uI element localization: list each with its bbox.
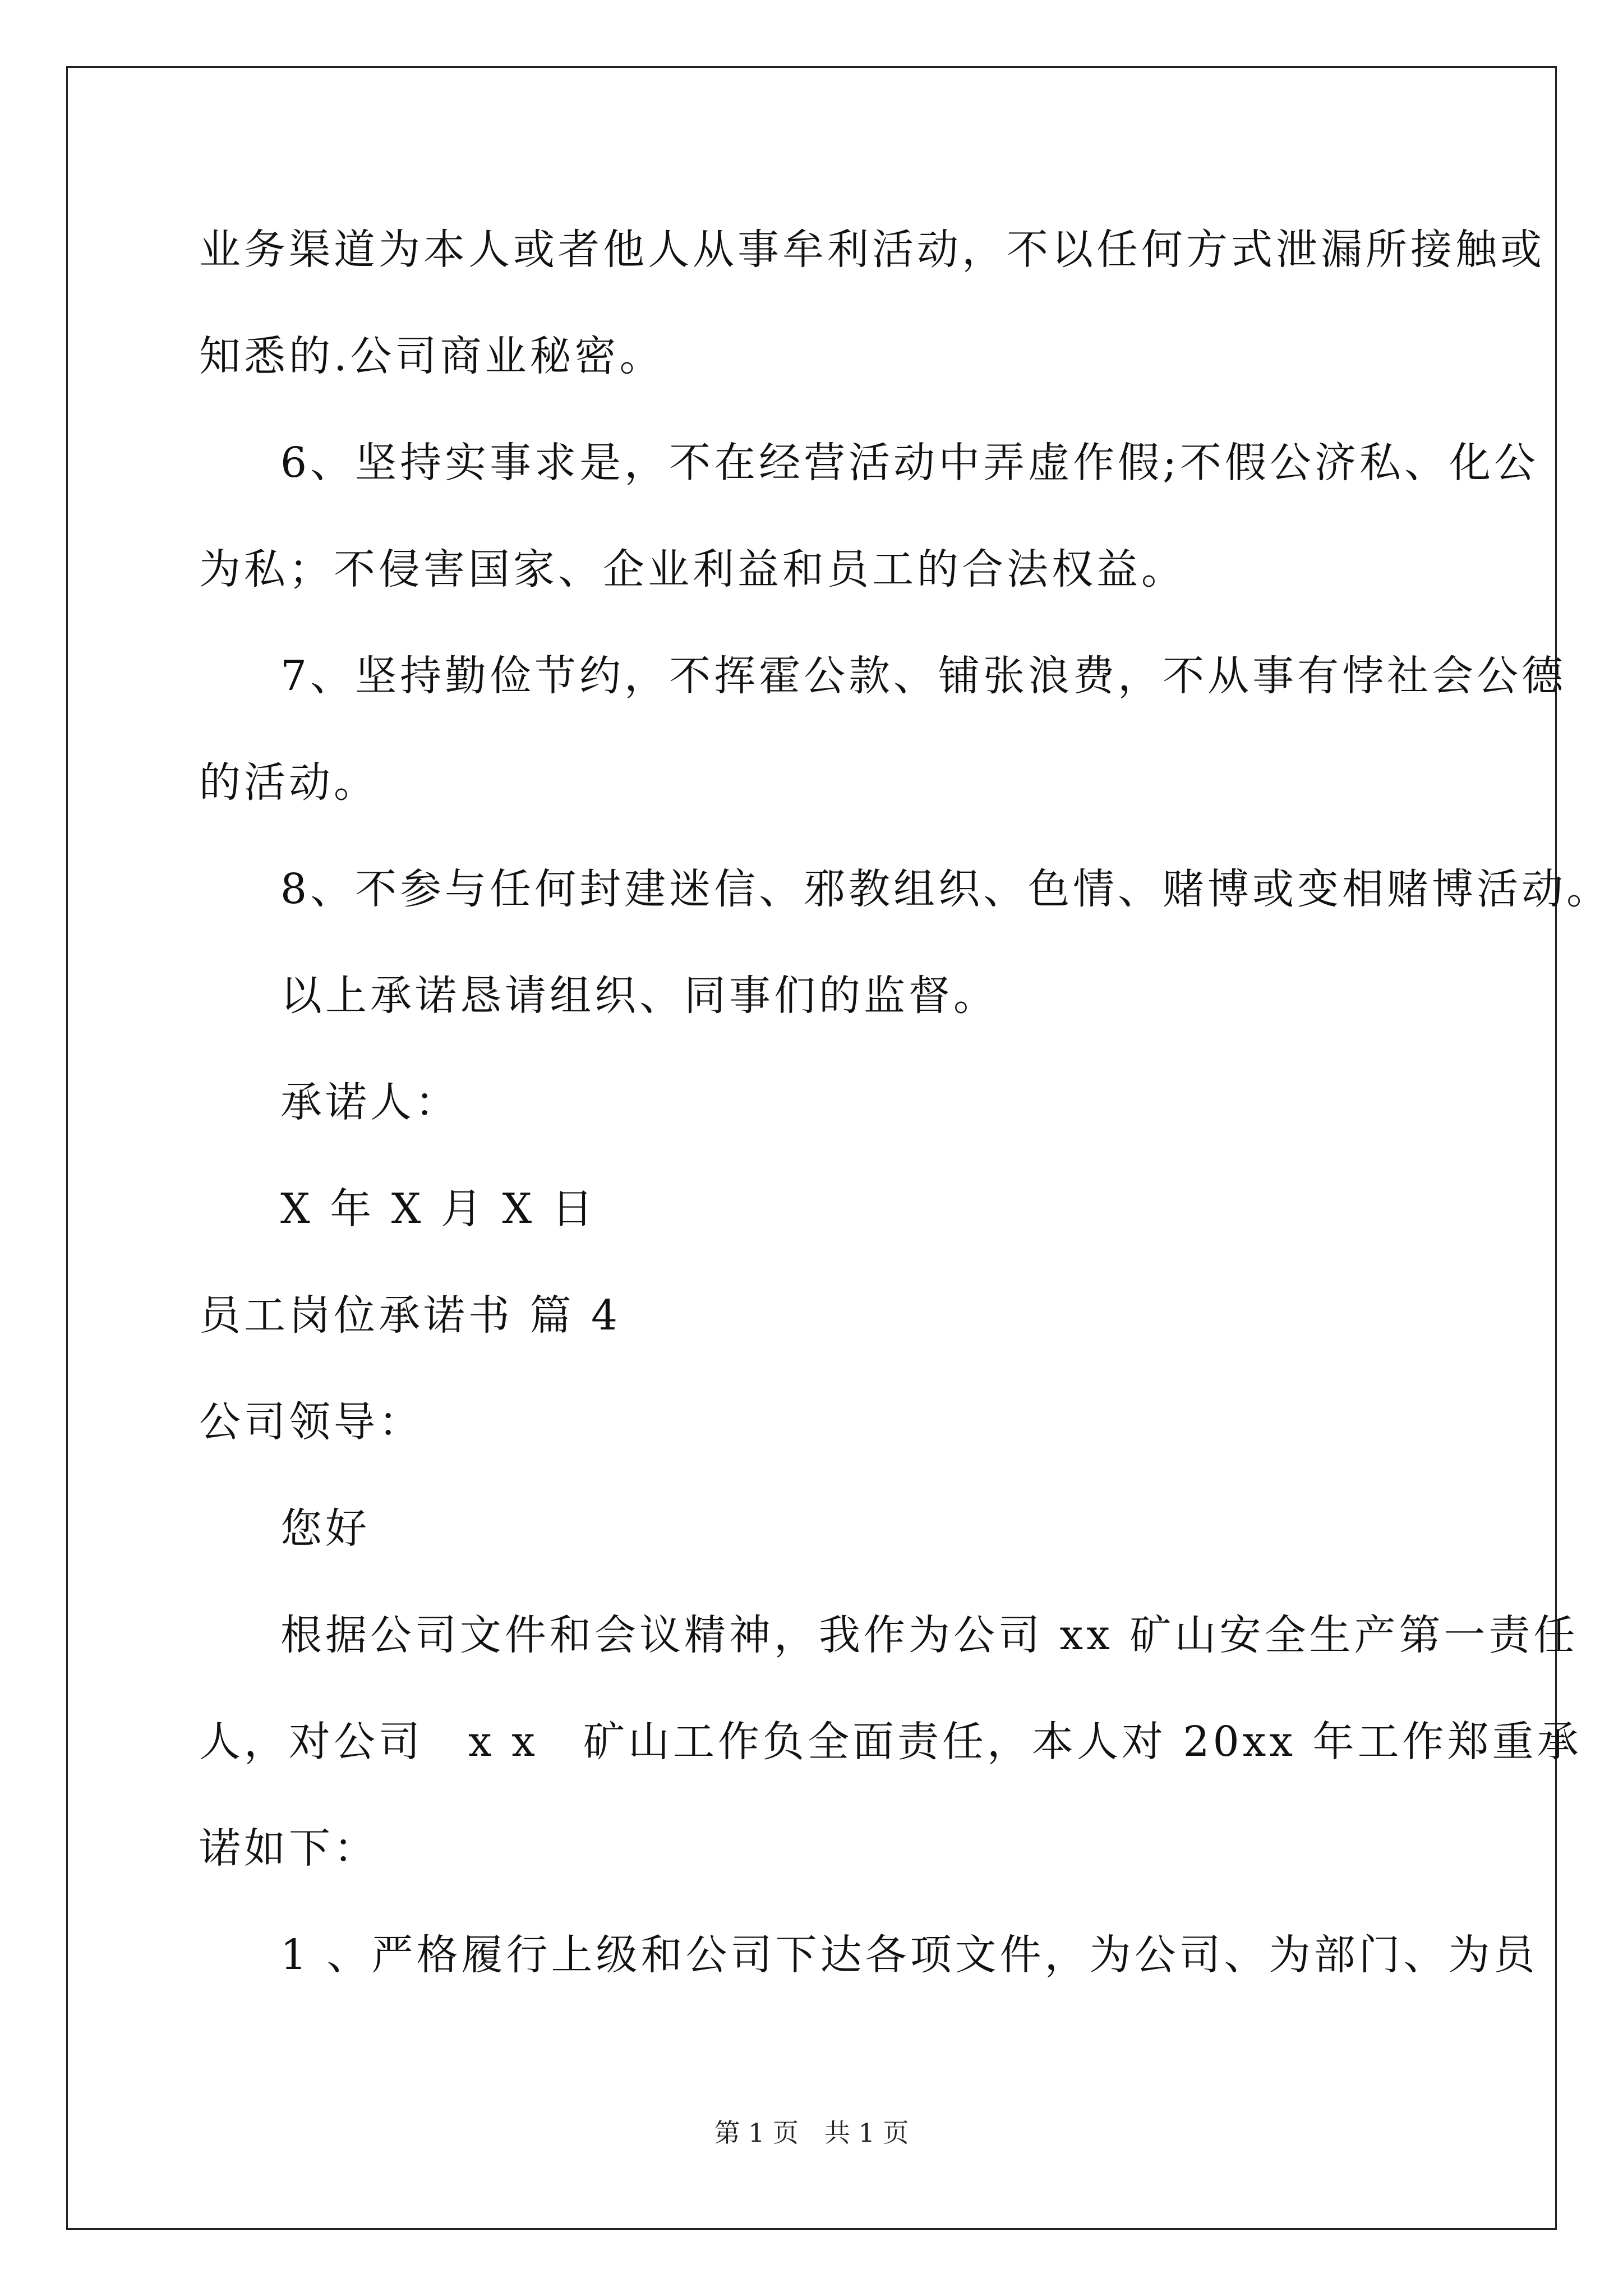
section-heading: 员工岗位承诺书 篇 4 <box>199 1291 621 1340</box>
salutation: 公司领导： <box>199 1398 423 1446</box>
body-line-1: 业务渠道为本人或者他人从事牟利活动，不以任何方式泄漏所接触或 <box>199 226 1545 274</box>
body-line-4: 为私；不侵害国家、企业利益和员工的合法权益。 <box>199 545 1186 593</box>
page-footer: 第 1 页 共 1 页 <box>714 2118 909 2148</box>
page-border <box>66 66 1557 2230</box>
body-line-16: 诺如下： <box>199 1824 379 1872</box>
date-line: X 年 X 月 X 日 <box>280 1185 597 1233</box>
signer-label: 承诺人： <box>280 1078 460 1126</box>
body-line-17: 1 、严格履行上级和公司下达各项文件，为公司、为部门、为员 <box>280 1931 1538 1979</box>
body-line-14: 根据公司文件和会议精神，我作为公司 xx 矿山安全生产第一责任 <box>280 1611 1579 1659</box>
body-line-7: 8、不参与任何封建迷信、邪教组织、色情、赌博或变相赌博活动。 <box>280 865 1612 913</box>
body-line-2: 知悉的.公司商业秘密。 <box>199 332 665 380</box>
body-line-5: 7、坚持勤俭节约，不挥霍公款、铺张浪费，不从事有悖社会公德 <box>280 652 1567 700</box>
body-line-15: 人，对公司 x x 矿山工作负全面责任，本人对 20xx 年工作郑重承 <box>199 1718 1582 1766</box>
body-line-6: 的活动。 <box>199 758 379 807</box>
greeting: 您好 <box>280 1504 370 1553</box>
body-line-8: 以上承诺恳请组织、同事们的监督。 <box>280 972 998 1020</box>
body-line-3: 6、坚持实事求是，不在经营活动中弄虚作假;不假公济私、化公 <box>280 439 1539 487</box>
